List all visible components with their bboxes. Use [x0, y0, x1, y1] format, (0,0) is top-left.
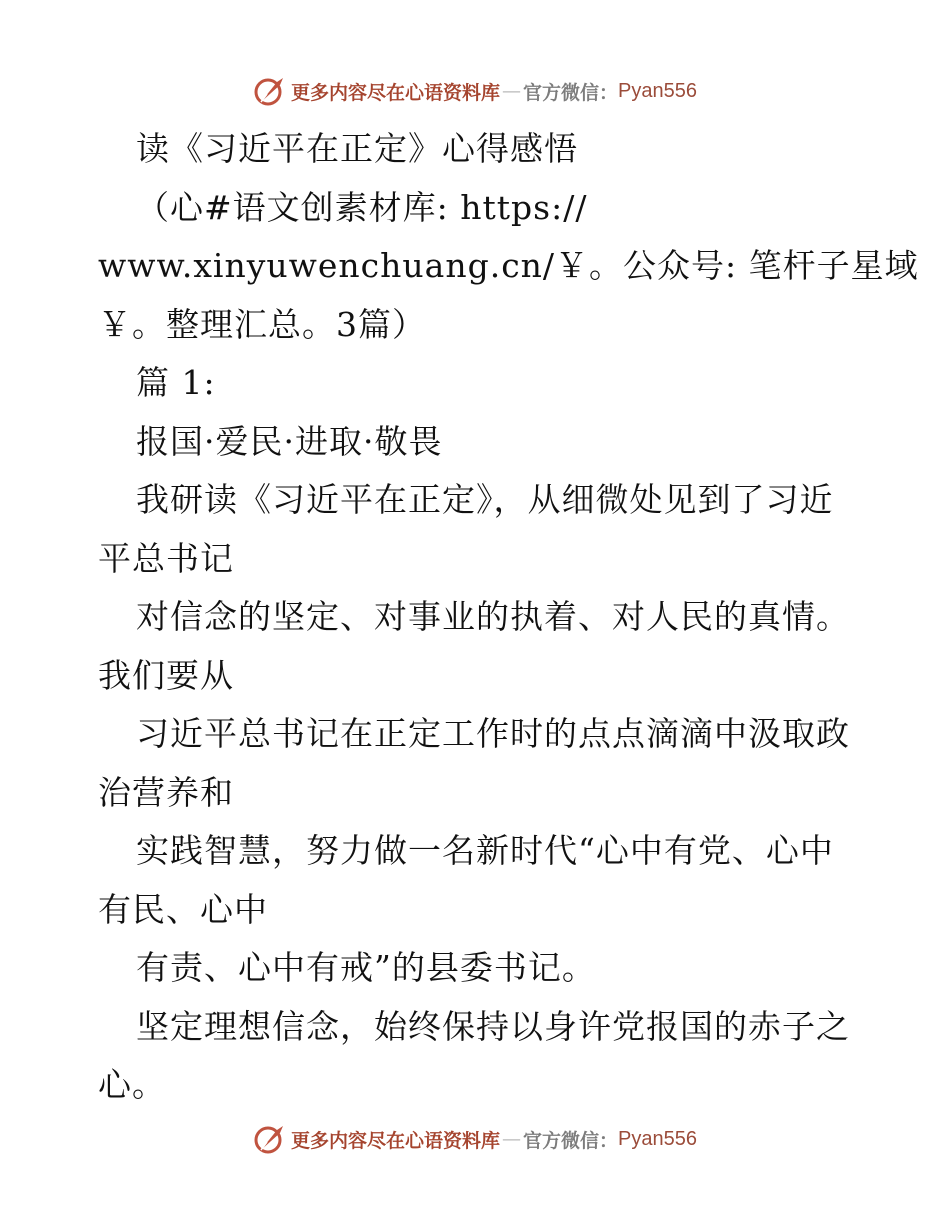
watermark-main-text: 更多内容尽在心语资料库 — [291, 1129, 501, 1152]
watermark-wechat-id: Pyan556 — [618, 79, 697, 102]
source-note-line-3: ￥。整理汇总。3篇） — [98, 304, 426, 344]
watermark-separator: — — [502, 1128, 522, 1150]
paragraph-line: 有民、心中 — [98, 889, 268, 929]
document-title: 读《习近平在正定》心得感悟 — [136, 129, 578, 168]
article-title: 报国·爱民·进取·敬畏 — [136, 421, 443, 461]
watermark-main-text: 更多内容尽在心语资料库 — [291, 81, 501, 104]
paragraph-line: 习近平总书记在正定工作时的点点滴滴中汲取政 — [136, 714, 850, 753]
watermark-separator: — — [502, 80, 522, 102]
paragraph-line: 我研读《习近平在正定》，从细微处见到了习近 — [136, 480, 834, 519]
paragraph-line: 实践智慧，努力做一名新时代“心中有党、心中 — [136, 831, 834, 870]
paragraph-line: 平总书记 — [98, 538, 234, 578]
watermark-official-label: 官方微信： — [523, 81, 619, 104]
quill-pen-logo-icon — [253, 1122, 287, 1156]
paragraph-line: 心。 — [98, 1065, 166, 1104]
paragraph-line: 有责、心中有戒”的县委书记。 — [136, 948, 596, 987]
paragraph-line: 坚定理想信念，始终保持以身许党报国的赤子之 — [136, 1006, 850, 1046]
paragraph-line: 对信念的坚定、对事业的执着、对人民的真情。 — [136, 597, 850, 636]
section-heading: 篇 1: — [136, 363, 216, 402]
footer-watermark — [0, 1119, 950, 1159]
source-note-line-1: （心#语文创素材库: https:// — [136, 187, 588, 227]
watermark-official-label: 官方微信： — [523, 1129, 619, 1152]
source-note-line-2: www.xinyuwenchuang.cn/￥。公众号: 笔杆子星域 — [98, 246, 919, 285]
document-body — [98, 120, 919, 1115]
header-watermark — [0, 71, 950, 111]
paragraph-line: 治营养和 — [98, 772, 234, 812]
quill-pen-logo-icon — [253, 74, 287, 108]
watermark-wechat-id: Pyan556 — [618, 1127, 697, 1150]
paragraph-line: 我们要从 — [98, 655, 234, 695]
